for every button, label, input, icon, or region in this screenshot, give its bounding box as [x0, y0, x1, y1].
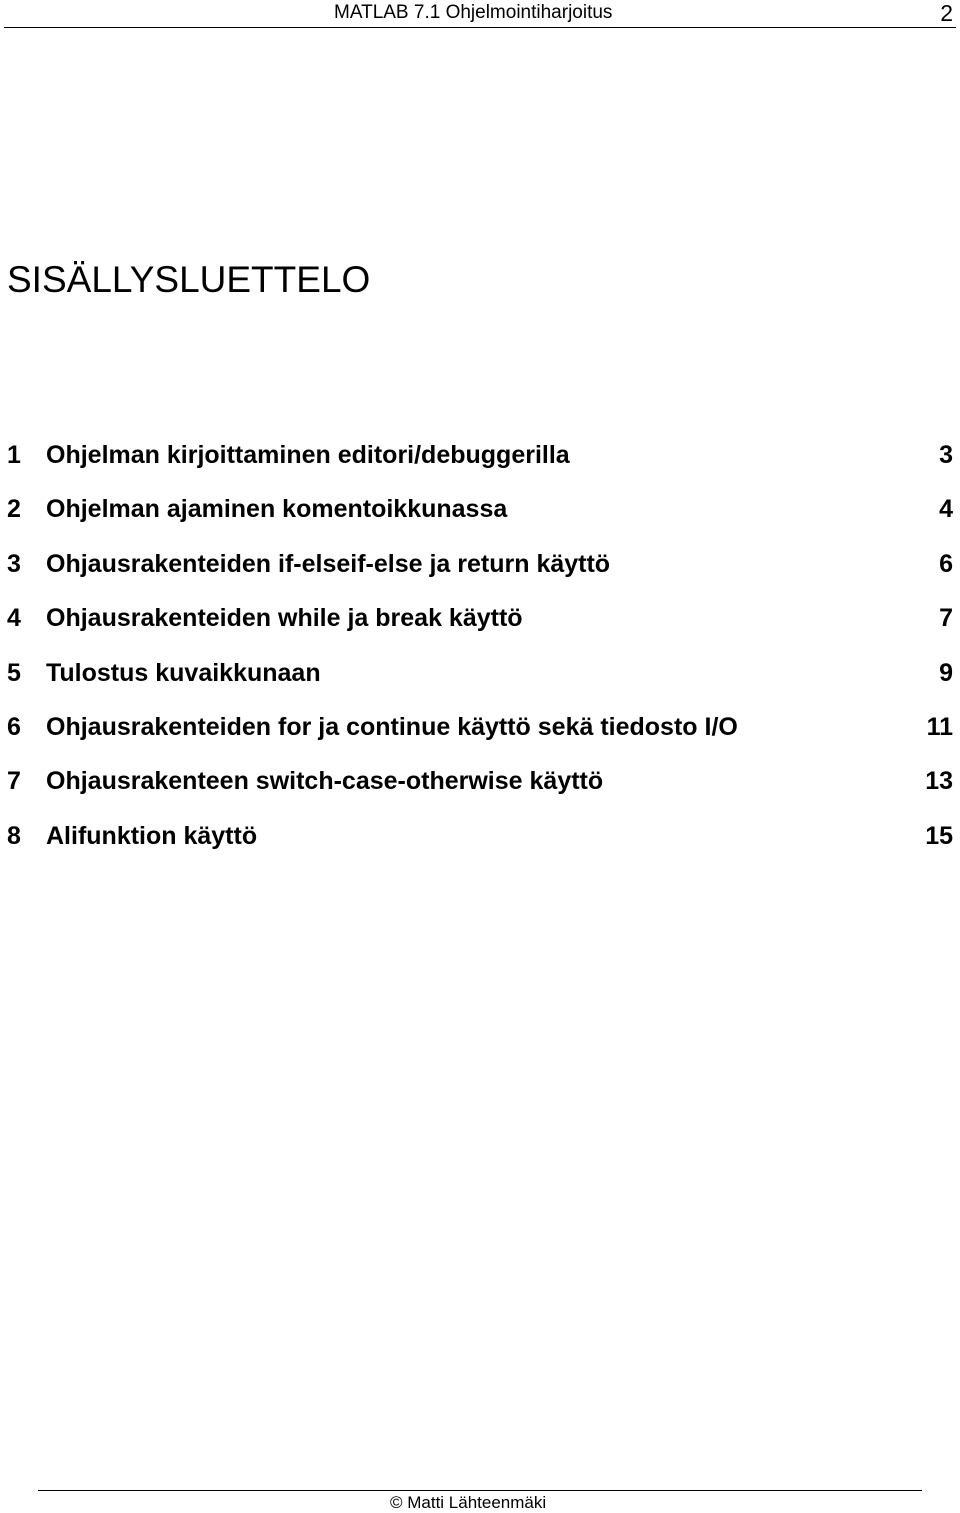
toc-entry-number: 8: [7, 821, 21, 850]
toc-entry-page: 13: [925, 767, 953, 796]
table-of-contents: [0, 430, 960, 865]
page-title: SISÄLLYSLUETTELO: [7, 259, 371, 300]
toc-entry-page: 6: [939, 549, 953, 578]
toc-entry-number: 6: [7, 712, 21, 741]
footer-copyright: © Matti Lähteenmäki: [390, 1493, 547, 1512]
toc-entry[interactable]: [0, 430, 960, 484]
toc-entry-page: 11: [926, 712, 953, 741]
toc-entry[interactable]: [0, 756, 960, 810]
toc-entry[interactable]: [0, 484, 960, 538]
toc-entry-title: Ohjausrakenteiden while ja break käyttö: [46, 604, 523, 633]
toc-entry-title: Tulostus kuvaikkunaan: [46, 658, 321, 687]
footer-divider: [38, 1490, 922, 1491]
toc-entry-number: 5: [7, 658, 21, 687]
page-header: [0, 0, 960, 28]
toc-entry-number: 2: [7, 495, 21, 524]
toc-entry-title: Ohjelman kirjoittaminen editori/debuggerilla: [46, 441, 570, 469]
toc-entry[interactable]: [0, 702, 960, 756]
toc-entry-title: Ohjausrakenteiden for ja continue käyttö sekä tiedosto I/O: [46, 712, 738, 741]
toc-entry-number: 7: [7, 767, 21, 796]
header-page-number: 2: [940, 0, 953, 26]
toc-entry-page: 9: [939, 658, 953, 687]
toc-entry-number: 4: [7, 604, 21, 633]
toc-entry-number: 1: [7, 441, 21, 469]
toc-entry-page: 7: [939, 604, 953, 633]
toc-entry[interactable]: [0, 593, 960, 647]
toc-entry-title: Ohjausrakenteen switch-case-otherwise käyttö: [46, 767, 604, 796]
toc-entry-title: Alifunktion käyttö: [46, 821, 258, 850]
toc-entry-page: 3: [939, 441, 953, 469]
toc-entry-number: 3: [7, 549, 21, 578]
toc-entry-title: Ohjelman ajaminen komentoikkunassa: [46, 495, 508, 524]
toc-entry[interactable]: [0, 539, 960, 593]
header-title: MATLAB 7.1 Ohjelmointiharjoitus: [334, 2, 613, 23]
toc-entry[interactable]: [0, 648, 960, 702]
toc-entry-title: Ohjausrakenteiden if-elseif-else ja return käyttö: [46, 549, 611, 578]
toc-entry-page: 4: [939, 495, 953, 524]
toc-entry-page: 15: [925, 821, 953, 850]
header-divider: [4, 27, 956, 28]
toc-entry[interactable]: [0, 811, 960, 865]
